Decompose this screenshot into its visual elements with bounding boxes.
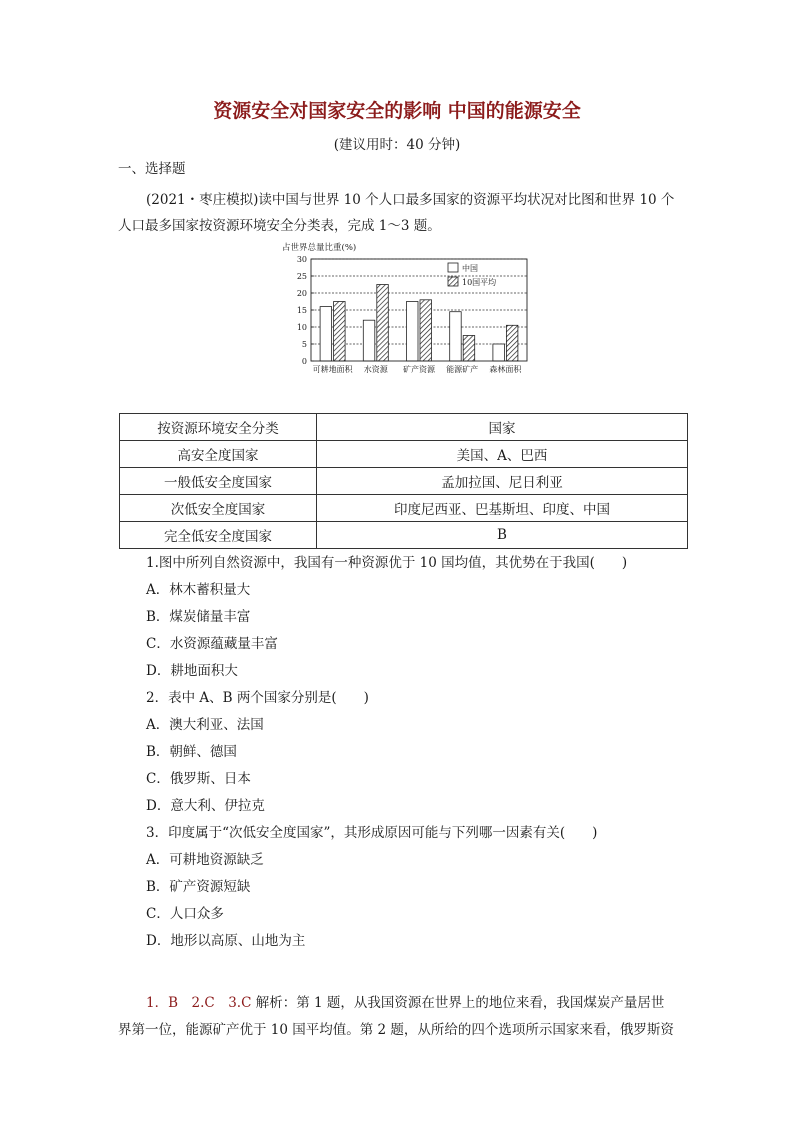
table-header-row (120, 414, 688, 441)
x-category-label: 能源矿产 (446, 365, 479, 374)
table-row (120, 441, 688, 468)
answer-option: C．水资源蕴藏量丰富 (146, 636, 278, 652)
table-country-cell: B (317, 522, 688, 549)
answer-option: D．耕地面积大 (146, 663, 238, 679)
y-tick-label: 0 (301, 357, 307, 366)
intro-line-1: (2021・枣庄模拟)读中国与世界 10 个人口最多国家的资源平均状况对比图和世界 10 个 (146, 192, 675, 208)
x-category-label: 水资源 (363, 365, 388, 374)
table-category-cell: 一般低安全度国家 (120, 468, 317, 495)
question-stem: 1.图中所列自然资源中，我国有一种资源优于 10 国均值，其优势在于我国( ) (146, 555, 628, 571)
table-header-cell: 国家 (317, 414, 688, 441)
legend-swatch-china (448, 263, 458, 272)
table-country-cell: 印度尼西亚、巴基斯坦、印度、中国 (317, 495, 688, 522)
y-tick-label: 15 (296, 306, 307, 315)
table-category-cell: 次低安全度国家 (120, 495, 317, 522)
x-category-label: 矿产资源 (403, 365, 435, 374)
x-category-label: 可耕地面积 (312, 365, 353, 374)
table-row (120, 522, 688, 549)
bar-china (450, 312, 462, 361)
answer-line-1 (146, 993, 664, 1013)
answer-option: A．可耕地资源缺乏 (146, 852, 264, 868)
table-category-cell: 完全低安全度国家 (120, 522, 317, 549)
question-stem: 3．印度属于“次低安全度国家”，其形成原因可能与下列哪一因素有关( ) (146, 825, 598, 841)
answer-option: D．意大利、伊拉克 (146, 798, 265, 814)
section-heading: 一、选择题 (118, 161, 186, 177)
bar-10-country-average (463, 336, 475, 362)
answer-option: D．地形以高原、山地为主 (146, 933, 306, 949)
table-category-cell: 高安全度国家 (120, 441, 317, 468)
answer-option: C．人口众多 (146, 906, 224, 922)
y-tick-label: 25 (296, 272, 307, 281)
chart-y-label: 占世界总量比重(%) (282, 243, 357, 253)
bar-china (493, 344, 505, 361)
x-category-label: 森林面积 (489, 365, 522, 374)
bar-china (320, 307, 332, 361)
answer-explanation-1: 解析：第 1 题，从我国资源在世界上的地位来看，我国煤炭产量居世 (255, 995, 665, 1011)
resource-bar-chart (280, 241, 540, 383)
answer-option: B．矿产资源短缺 (146, 879, 251, 895)
page-title: 资源安全对国家安全的影响 中国的能源安全 (213, 100, 581, 122)
bar-china (407, 302, 419, 362)
legend-swatch-10-country-average (448, 277, 458, 286)
y-tick-label: 10 (296, 323, 307, 332)
answer-option: A．林木蓄积量大 (146, 582, 251, 598)
legend-label: 10国平均 (462, 278, 497, 287)
classification-table (119, 413, 688, 549)
answer-line-2: 界第一位，能源矿产优于 10 国平均值。第 2 题，从所给的四个选项所示国家来看，俄罗斯资 (118, 1022, 674, 1038)
y-tick-label: 30 (296, 255, 307, 264)
intro-line-2: 人口最多国家按资源环境安全分类表，完成 1～3 题。 (118, 218, 441, 234)
table-header-cell: 按资源环境安全分类 (120, 414, 317, 441)
answer-option: A．澳大利亚、法国 (146, 717, 264, 733)
suggested-time: (建议用时：40 分钟) (333, 137, 461, 153)
answer-option: B．煤炭储量丰富 (146, 609, 251, 625)
table-row (120, 495, 688, 522)
answer-option: B．朝鲜、德国 (146, 744, 237, 760)
bar-10-country-average (420, 300, 432, 361)
table-country-cell: 美国、A、巴西 (317, 441, 688, 468)
table-country-cell: 孟加拉国、尼日利亚 (317, 468, 688, 495)
answer-option: C．俄罗斯、日本 (146, 771, 251, 787)
table-row (120, 468, 688, 495)
legend-label: 中国 (462, 264, 478, 273)
bar-10-country-average (377, 285, 389, 362)
y-tick-label: 20 (296, 289, 307, 298)
y-tick-label: 5 (301, 340, 307, 349)
answer-keys: 1．B 2.C 3.C (146, 995, 252, 1011)
question-stem: 2．表中 A、B 两个国家分别是( ) (146, 690, 369, 706)
bar-10-country-average (334, 302, 346, 362)
bar-china (363, 320, 375, 361)
bar-10-country-average (506, 325, 518, 361)
